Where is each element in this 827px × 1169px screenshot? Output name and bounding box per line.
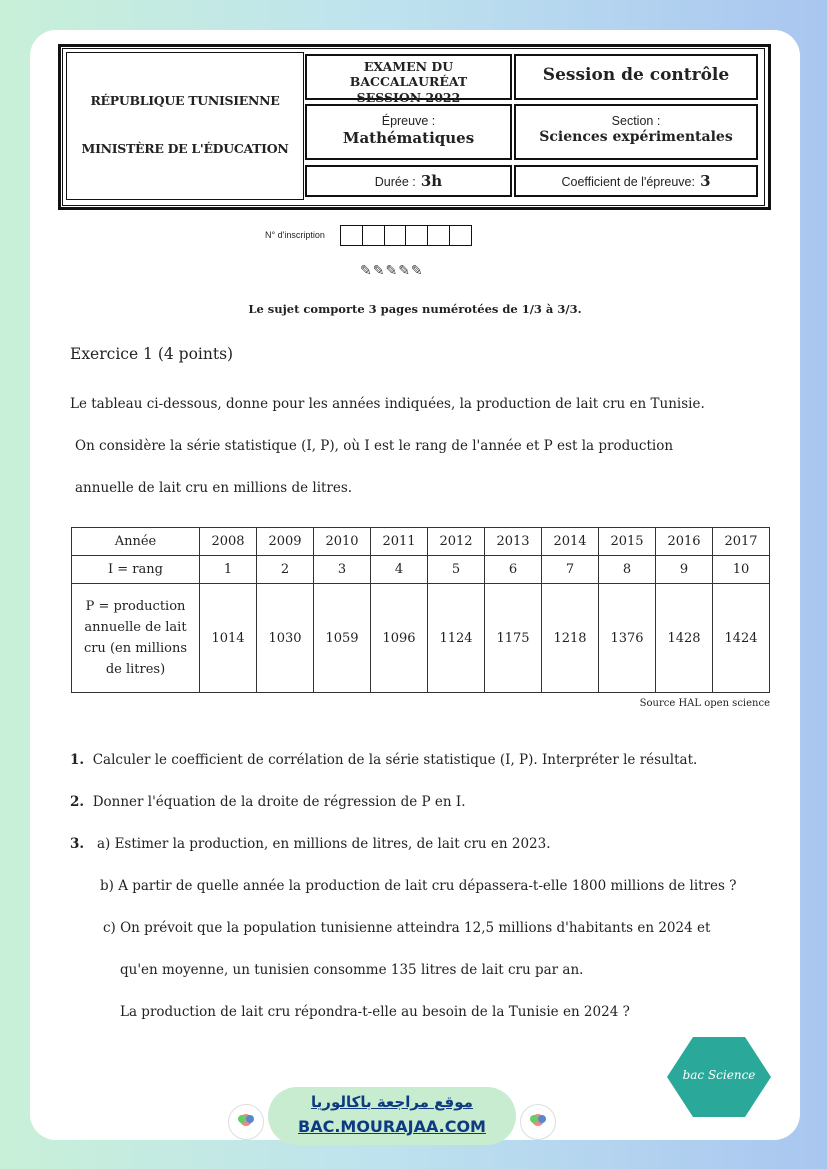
site-logo-icon-right <box>520 1104 556 1140</box>
duree-value: 3h <box>420 172 443 190</box>
table-cell-production: 1428 <box>656 584 713 693</box>
table-header-production: P = production annuelle de lait cru (en millions de litres) <box>72 584 200 693</box>
table-cell-year: 2017 <box>713 528 770 556</box>
table-source: Source HAL open science <box>639 698 770 709</box>
table-cell-year: 2010 <box>314 528 371 556</box>
table-cell-year: 2008 <box>200 528 257 556</box>
pages-note: Le sujet comporte 3 pages numérotées de 1/3 à 3/3. <box>248 302 582 316</box>
section-label: Section : <box>611 114 661 128</box>
table-cell-production: 1030 <box>257 584 314 693</box>
header-left-box <box>66 52 304 200</box>
pencil-icon: ✎✎✎✎✎ <box>360 263 424 279</box>
session-title: Session de contrôle <box>542 65 730 85</box>
question-1: 1. Calculer le coefficient de corrélation de la série statistique (I, P). Interpréter le résultat. <box>70 752 698 768</box>
duree-label: Durée : <box>374 175 416 189</box>
coef-box <box>514 165 758 197</box>
coef-value: 3 <box>700 172 711 190</box>
site-logo-icon <box>228 1104 264 1140</box>
section-value: Sciences expérimentales <box>539 129 733 145</box>
section-box <box>514 104 758 160</box>
table-cell-rank: 1 <box>200 556 257 584</box>
table-cell-production: 1059 <box>314 584 371 693</box>
table-cell-production: 1175 <box>485 584 542 693</box>
table-cell-year: 2014 <box>542 528 599 556</box>
intro-line-1: Le tableau ci-dessous, donne pour les années indiquées, la production de lait cru en Tunisie. <box>70 396 705 412</box>
question-3c-line-1: c) On prévoit que la population tunisienne atteindra 12,5 millions d'habitants en 2024 et <box>103 920 711 936</box>
table-cell-production: 1124 <box>428 584 485 693</box>
table-cell-year: 2015 <box>599 528 656 556</box>
question-2: 2. Donner l'équation de la droite de régression de P en I. <box>70 794 466 810</box>
table-cell-rank: 9 <box>656 556 713 584</box>
session-box <box>514 54 758 100</box>
coef-label: Coefficient de l'épreuve: <box>561 175 695 189</box>
production-table <box>71 527 770 693</box>
site-banner[interactable] <box>268 1087 516 1145</box>
site-url-link[interactable]: BAC.MOURAJAA.COM <box>298 1117 486 1136</box>
epreuve-value: Mathématiques <box>342 129 475 147</box>
table-cell-production: 1014 <box>200 584 257 693</box>
inscription-field[interactable] <box>340 225 472 246</box>
site-name-arabic[interactable]: موقع مراجعة باكالوريا <box>311 1093 473 1111</box>
table-cell-year: 2011 <box>371 528 428 556</box>
table-cell-rank: 6 <box>485 556 542 584</box>
table-cell-rank: 2 <box>257 556 314 584</box>
badge-text: bac Science <box>682 1068 756 1082</box>
exam-box <box>305 54 512 105</box>
table-cell-rank: 7 <box>542 556 599 584</box>
exam-page <box>30 30 800 1140</box>
table-cell-production: 1376 <box>599 584 656 693</box>
duree-box <box>305 165 512 197</box>
table-cell-year: 2016 <box>656 528 713 556</box>
bac-science-badge-icon <box>667 1037 771 1117</box>
question-3a: 3. a) Estimer la production, en millions de litres, de lait cru en 2023. <box>70 836 551 852</box>
table-cell-rank: 8 <box>599 556 656 584</box>
ministry-label: MINISTÈRE DE L'ÉDUCATION <box>81 141 289 156</box>
table-cell-year: 2013 <box>485 528 542 556</box>
republic-label: RÉPUBLIQUE TUNISIENNE <box>90 93 280 108</box>
table-cell-production: 1424 <box>713 584 770 693</box>
table-header-rank: I = rang <box>72 556 200 584</box>
epreuve-label: Épreuve : <box>381 114 436 128</box>
table-cell-year: 2012 <box>428 528 485 556</box>
epreuve-box <box>305 104 512 160</box>
table-cell-rank: 5 <box>428 556 485 584</box>
question-3c-line-2: qu'en moyenne, un tunisien consomme 135 litres de lait cru par an. <box>120 962 584 978</box>
exercise-title: Exercice 1 (4 points) <box>70 345 234 363</box>
inscription-label: N° d'inscription <box>265 230 325 240</box>
table-cell-rank: 10 <box>713 556 770 584</box>
question-3c-line-3: La production de lait cru répondra-t-elle au besoin de la Tunisie en 2024 ? <box>120 1004 630 1020</box>
table-cell-production: 1218 <box>542 584 599 693</box>
intro-line-3: annuelle de lait cru en millions de litres. <box>75 480 353 496</box>
exam-title: EXAMEN DU BACCALAURÉAT <box>349 59 468 89</box>
intro-line-2: On considère la série statistique (I, P), où I est le rang de l'année et P est la production <box>75 438 674 454</box>
question-3b: b) A partir de quelle année la production de lait cru dépassera-t-elle 1800 millions de litres ? <box>100 878 737 894</box>
exam-session: SESSION 2022 <box>356 90 461 105</box>
table-cell-rank: 3 <box>314 556 371 584</box>
table-header-year: Année <box>72 528 200 556</box>
table-cell-production: 1096 <box>371 584 428 693</box>
table-cell-year: 2009 <box>257 528 314 556</box>
table-cell-rank: 4 <box>371 556 428 584</box>
